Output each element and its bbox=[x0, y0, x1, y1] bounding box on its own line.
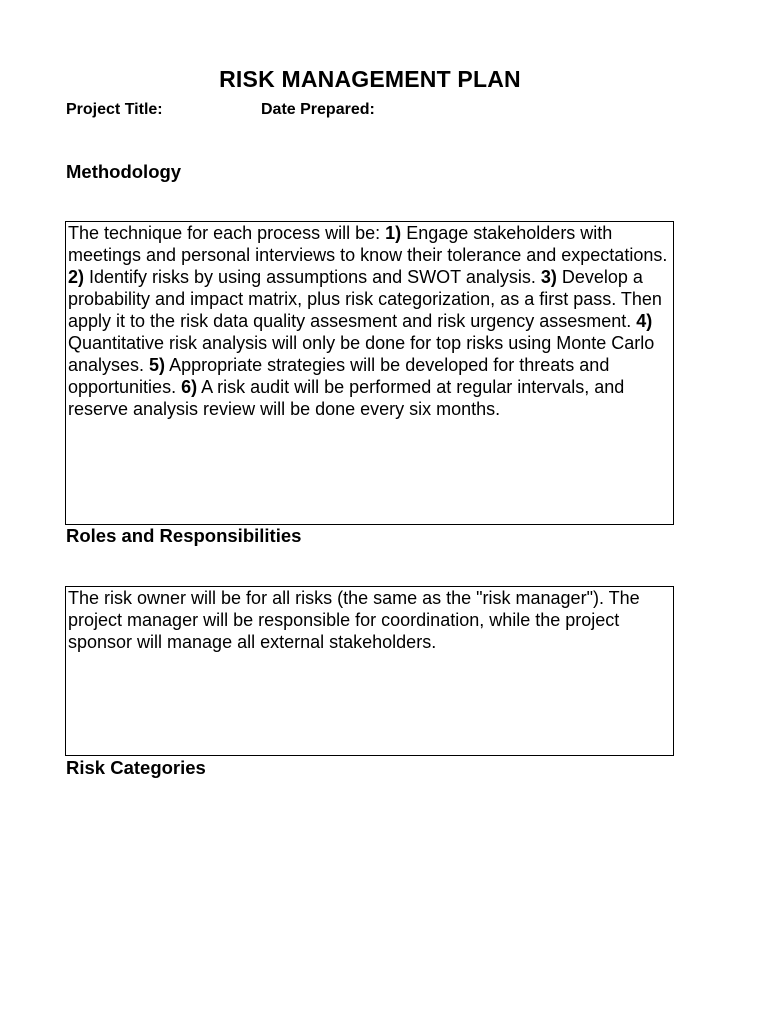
methodology-text-segment: Engage stakeholders with meetings and personal interviews to know their tolerance and expectations. bbox=[68, 223, 668, 265]
step-number: 3) bbox=[540, 267, 557, 287]
step-number: 2) bbox=[68, 267, 85, 287]
page-title: RISK MANAGEMENT PLAN bbox=[219, 66, 521, 92]
methodology-heading: Methodology bbox=[66, 161, 182, 182]
risk-categories-heading: Risk Categories bbox=[66, 757, 206, 778]
step-number: 5) bbox=[149, 355, 166, 375]
methodology-text-box bbox=[65, 221, 674, 525]
step-number: 6) bbox=[181, 377, 198, 397]
step-number: 1) bbox=[385, 223, 402, 243]
roles-heading: Roles and Responsibilities bbox=[66, 525, 302, 546]
methodology-text-segment: Develop a probability and impact matrix, plus risk categorization, as a first pass. Then apply it to the risk data quality assesment and risk urgency assesment. bbox=[68, 267, 662, 331]
roles-text-box bbox=[65, 586, 674, 756]
methodology-text-segment: Appropriate strategies will be developed for threats and opportunities. bbox=[68, 355, 610, 397]
step-number: 4) bbox=[636, 311, 653, 331]
methodology-text-segment: A risk audit will be performed at regular intervals, and reserve analysis review will be done every six months. bbox=[68, 377, 625, 419]
date-prepared-label: Date Prepared: bbox=[261, 101, 375, 118]
methodology-text-segment: The technique for each process will be: bbox=[68, 223, 386, 243]
roles-text: The risk owner will be for all risks (the same as the "risk manager"). The project manager will be responsible for coordination, while the project sponsor will manage all external stakeholders. bbox=[68, 588, 640, 652]
methodology-text-segment: Identify risks by using assumptions and SWOT analysis. bbox=[84, 267, 541, 287]
project-title-label: Project Title: bbox=[66, 101, 163, 118]
methodology-text-segment: Quantitative risk analysis will only be done for top risks using Monte Carlo analyses. bbox=[68, 333, 655, 375]
